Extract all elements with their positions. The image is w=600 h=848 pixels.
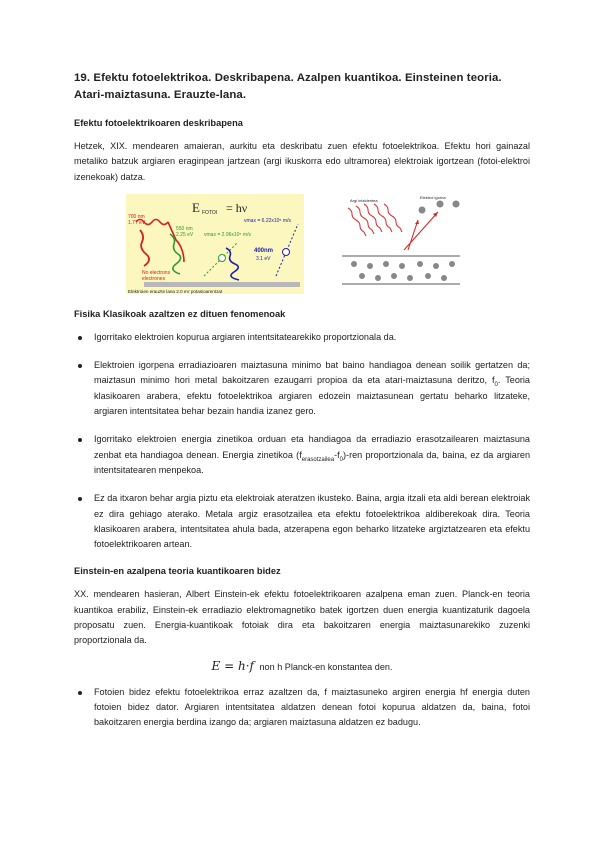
- red-wave-label-2: 1.77 eV: [128, 219, 146, 226]
- formula-rest: = hν: [226, 200, 248, 215]
- emitted-electron-1: [419, 206, 426, 213]
- classical-phenomena-list: [74, 330, 530, 553]
- green-wave-label-2: 2.25 eV: [176, 231, 194, 238]
- bullet-text: Ez da itxaron behar argia piztu eta elektroiak ateratzen ikusteko. Baina, argia itzali eta aldi berean elektroiak ez dira gehiago aterako. Metala argiz erasotzailea eta efektu fotoelektrikoa aldiberekoak dira. Teoria klasikoaren arabera, intentsitatea ahula bada, atzerapena egon beharko litzateke argiztatzearen eta efektu fotoelektrikoaren artean.: [94, 493, 530, 550]
- formula-expression: E = h·f: [211, 658, 254, 673]
- bullet-text: Elektroien igorpena erradiazioaren maiztasuna minimo bat baino handiagoa denean soilik gertatzen da; maiztasun minimo hori metal bakoitzaren ezaugarri propioa da eta atari-maiztasuna deritzo, f: [94, 360, 530, 386]
- list-item: [74, 491, 530, 552]
- photon-energy-figure: [126, 194, 304, 294]
- bullet-text: -f: [334, 449, 340, 460]
- einstein-paragraph: XX. mendearen hasieran, Albert Einstein-ek efektu fotoelektrikoaren azalpena eman zuen. Planck-en teoria kuantikoa erabiliz, Einstein-ek erradiazio elektromagnetiko batek igortzen duen energia kuantizaturik dagoela proposatu zuen. Energia-kuantikoak fotoiak dira eta bakoitzaren energia maiztasunarekiko zuzenki proportzionala da.: [74, 589, 530, 646]
- emitted-electron-2: [437, 200, 444, 207]
- photon-energy-diagram: [126, 194, 304, 294]
- subscript: 0: [339, 456, 344, 463]
- work-function-footer: Elektroien erauzte lana 2.0 eV potasioarentzat: [128, 288, 223, 294]
- list-item: [74, 685, 530, 731]
- emitted-ray-2: [408, 220, 418, 250]
- subscript: erasotzailea: [301, 456, 335, 463]
- bound-electron: [383, 261, 389, 267]
- violet-wave: [226, 248, 239, 280]
- section-heading-description: Efektu fotoelektrikoaren deskribapena: [74, 118, 243, 128]
- emitted-electron-3: [453, 200, 460, 207]
- bound-electron: [425, 273, 431, 279]
- bullet-text: . Teoria klasikoaren arabera, efektu fotoelektrikoa argiaren edozein maiztasunean gertatu beharko litzateke, argiaren intentsitatea behar bezain handia izanez gero.: [94, 375, 530, 417]
- bound-electron: [375, 275, 381, 281]
- document-page: [74, 70, 530, 744]
- incident-ray-1: [348, 208, 366, 236]
- incident-ray-5: [384, 204, 402, 232]
- violet-electron: [283, 248, 290, 255]
- section-heading-einstein: Einstein-en azalpena teoria kuantikoaren bidez: [74, 566, 281, 577]
- bullet-text: )-ren proportzionala da, baina, ez da argiaren intentsitatearen menpekoa.: [94, 449, 531, 475]
- bullet-text: Igorritako elektroien energia zinetikoa orduan eta handiagoa da erradiazio erasotzailearen maiztasuna zenbat eta handiagoa denean. Energia zinetikoa (f: [94, 434, 530, 460]
- list-item: [74, 432, 530, 478]
- bound-electron: [433, 263, 439, 269]
- red-wave-body: [140, 230, 149, 266]
- einstein-list: [74, 685, 530, 731]
- list-item: [74, 330, 530, 345]
- incident-ray-3: [364, 204, 382, 232]
- incident-ray-2: [356, 206, 374, 234]
- bound-electron: [391, 273, 397, 279]
- emitted-arrowhead-2: [415, 220, 419, 224]
- green-vmax: vmax = 2.96x10⁵ m/s: [204, 231, 251, 238]
- green-wave-label-1: 550 nm: [176, 225, 193, 232]
- description-paragraph: Hetzek, XIX. mendearen amaieran, aurkitu eta deskribatu zuen efektu fotoelektrikoa. Efektu hori gainazal metaliko batzuk argiaren eraginpean jartzean (argi ikuskorra edo ultramorea) elektroiak igortzean (fotoi-elektroi izenekoak) datza.: [74, 141, 530, 182]
- subscript: 0: [494, 382, 498, 389]
- formula-sub: FOTOI: [202, 209, 218, 216]
- green-electron: [219, 254, 226, 261]
- bullet-text: Fotoien bidez efektu fotoelektrikoa erraz azaltzen da, f maiztasuneko argiren energia hf energia duten fotoien bidez dator. Argiaren intentsitatea aldatzen denean fotoi kopurua aldatzen da, baina, fotoi bakoitzaren energia berdina izango da; argiaren maiztasuna aldatzen ez badugu.: [94, 686, 530, 728]
- incident-light-label: Argi intzidentea: [350, 197, 378, 203]
- bound-electron: [367, 263, 373, 269]
- emitted-ray-1: [404, 212, 438, 250]
- formula-e: E: [192, 199, 200, 215]
- violet-vmax: vmax = 6.22x10⁵ m/s: [244, 217, 291, 224]
- section-heading-classical: Fisika Klasikoak azaltzen ez dituen fenomenoak: [74, 308, 286, 319]
- bound-electron: [417, 261, 423, 267]
- incident-ray-4: [374, 204, 392, 232]
- no-electrons-label-1: No electrons: [142, 269, 171, 276]
- formula-note: non h Planck-en konstantea den.: [259, 661, 393, 672]
- red-wave-label-1: 700 nm: [128, 213, 145, 220]
- bound-electron: [359, 273, 365, 279]
- emission-figure: [340, 194, 462, 286]
- emission-diagram: [340, 194, 462, 286]
- bound-electron: [449, 261, 455, 267]
- bullet-text: Igorritako elektroien kopurua argiaren intentsitatearekiko proportzionala da.: [94, 331, 397, 342]
- bound-electron: [407, 275, 413, 281]
- bound-electron: [399, 263, 405, 269]
- emitted-electron-label: Elektroi igorria: [420, 194, 446, 200]
- figure-row: [74, 194, 530, 294]
- violet-wave-label-2: 3.1 eV: [256, 255, 271, 262]
- page-title: 19. Efektu fotoelektrikoa. Deskribapena. Azalpen kuantikoa. Einsteinen teoria. Atari-maiztasuna. Erauzte-lana.: [74, 72, 502, 101]
- planck-formula: [74, 659, 530, 673]
- bound-electron: [351, 261, 357, 267]
- metal-plate: [144, 282, 300, 287]
- bound-electron: [441, 275, 447, 281]
- list-item: [74, 358, 530, 419]
- violet-wave-label-1: 400nm: [254, 247, 274, 254]
- no-electrons-label-2: electrones: [142, 275, 166, 282]
